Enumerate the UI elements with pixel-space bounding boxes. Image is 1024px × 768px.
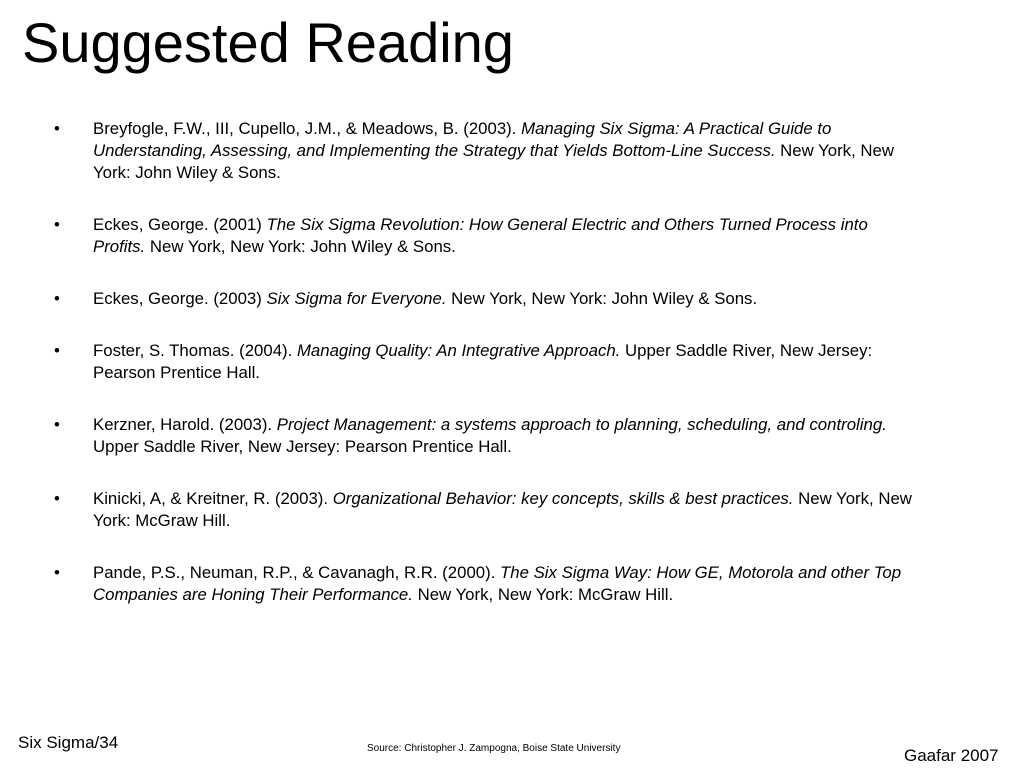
reference-authors: Breyfogle, F.W., III, Cupello, J.M., & Meadows, B. (2003). bbox=[93, 119, 522, 138]
reference-publisher: New York, New York: John Wiley & Sons. bbox=[446, 289, 758, 308]
reference-item bbox=[54, 562, 920, 606]
reference-publisher: New York, New York: John Wiley & Sons. bbox=[93, 141, 894, 182]
reference-publisher: New York, New York: John Wiley & Sons. bbox=[145, 237, 456, 256]
bullet-icon: • bbox=[54, 119, 60, 138]
bullet-icon: • bbox=[54, 215, 60, 234]
reference-item bbox=[54, 340, 920, 384]
reference-authors: Kinicki, A, & Kreitner, R. (2003). bbox=[93, 489, 333, 508]
reference-authors: Eckes, George. (2003) bbox=[93, 289, 267, 308]
reference-title: Managing Quality: An Integrative Approach. bbox=[296, 341, 621, 360]
reference-item bbox=[54, 214, 920, 258]
reference-publisher: New York, New York: McGraw Hill. bbox=[412, 585, 674, 604]
bullet-icon: • bbox=[54, 415, 60, 434]
slide-title: Suggested Reading bbox=[22, 11, 514, 74]
bullet-icon: • bbox=[54, 341, 60, 360]
author-credit: Gaafar 2007 bbox=[904, 746, 999, 765]
slide-number: Six Sigma/34 bbox=[18, 733, 119, 752]
reference-item bbox=[54, 288, 920, 310]
bullet-icon: • bbox=[54, 489, 60, 508]
reference-item bbox=[54, 118, 920, 184]
reference-publisher: Upper Saddle River, New Jersey: Pearson Prentice Hall. bbox=[93, 341, 873, 382]
reference-title: Project Management: a systems approach to planning, scheduling, and controling. bbox=[276, 415, 887, 434]
reference-title: Organizational Behavior: key concepts, skills & best practices. bbox=[332, 489, 794, 508]
reference-authors: Eckes, George. (2001) bbox=[93, 215, 267, 234]
reference-title: Managing Six Sigma: A Practical Guide to Understanding, Assessing, and Implementing the Strategy that Yields Bottom-Line Success. bbox=[93, 119, 832, 160]
source-note: Source: Christopher J. Zampogna, Boise State University bbox=[367, 743, 621, 754]
bullet-icon: • bbox=[54, 289, 60, 308]
reference-title: Six Sigma for Everyone. bbox=[266, 289, 447, 308]
reference-list bbox=[54, 118, 920, 636]
reference-item bbox=[54, 414, 920, 458]
reference-item bbox=[54, 488, 920, 532]
reference-publisher: Upper Saddle River, New Jersey: Pearson Prentice Hall. bbox=[93, 437, 512, 456]
bullet-icon: • bbox=[54, 563, 60, 582]
reference-authors: Kerzner, Harold. (2003). bbox=[93, 415, 277, 434]
reference-publisher: New York, New York: McGraw Hill. bbox=[93, 489, 912, 530]
reference-title: The Six Sigma Revolution: How General Electric and Others Turned Process into Profits. bbox=[93, 215, 868, 256]
reference-authors: Pande, P.S., Neuman, R.P., & Cavanagh, R.R. (2000). bbox=[93, 563, 501, 582]
reference-title: The Six Sigma Way: How GE, Motorola and other Top Companies are Honing Their Performance. bbox=[93, 563, 902, 604]
reference-authors: Foster, S. Thomas. (2004). bbox=[93, 341, 297, 360]
